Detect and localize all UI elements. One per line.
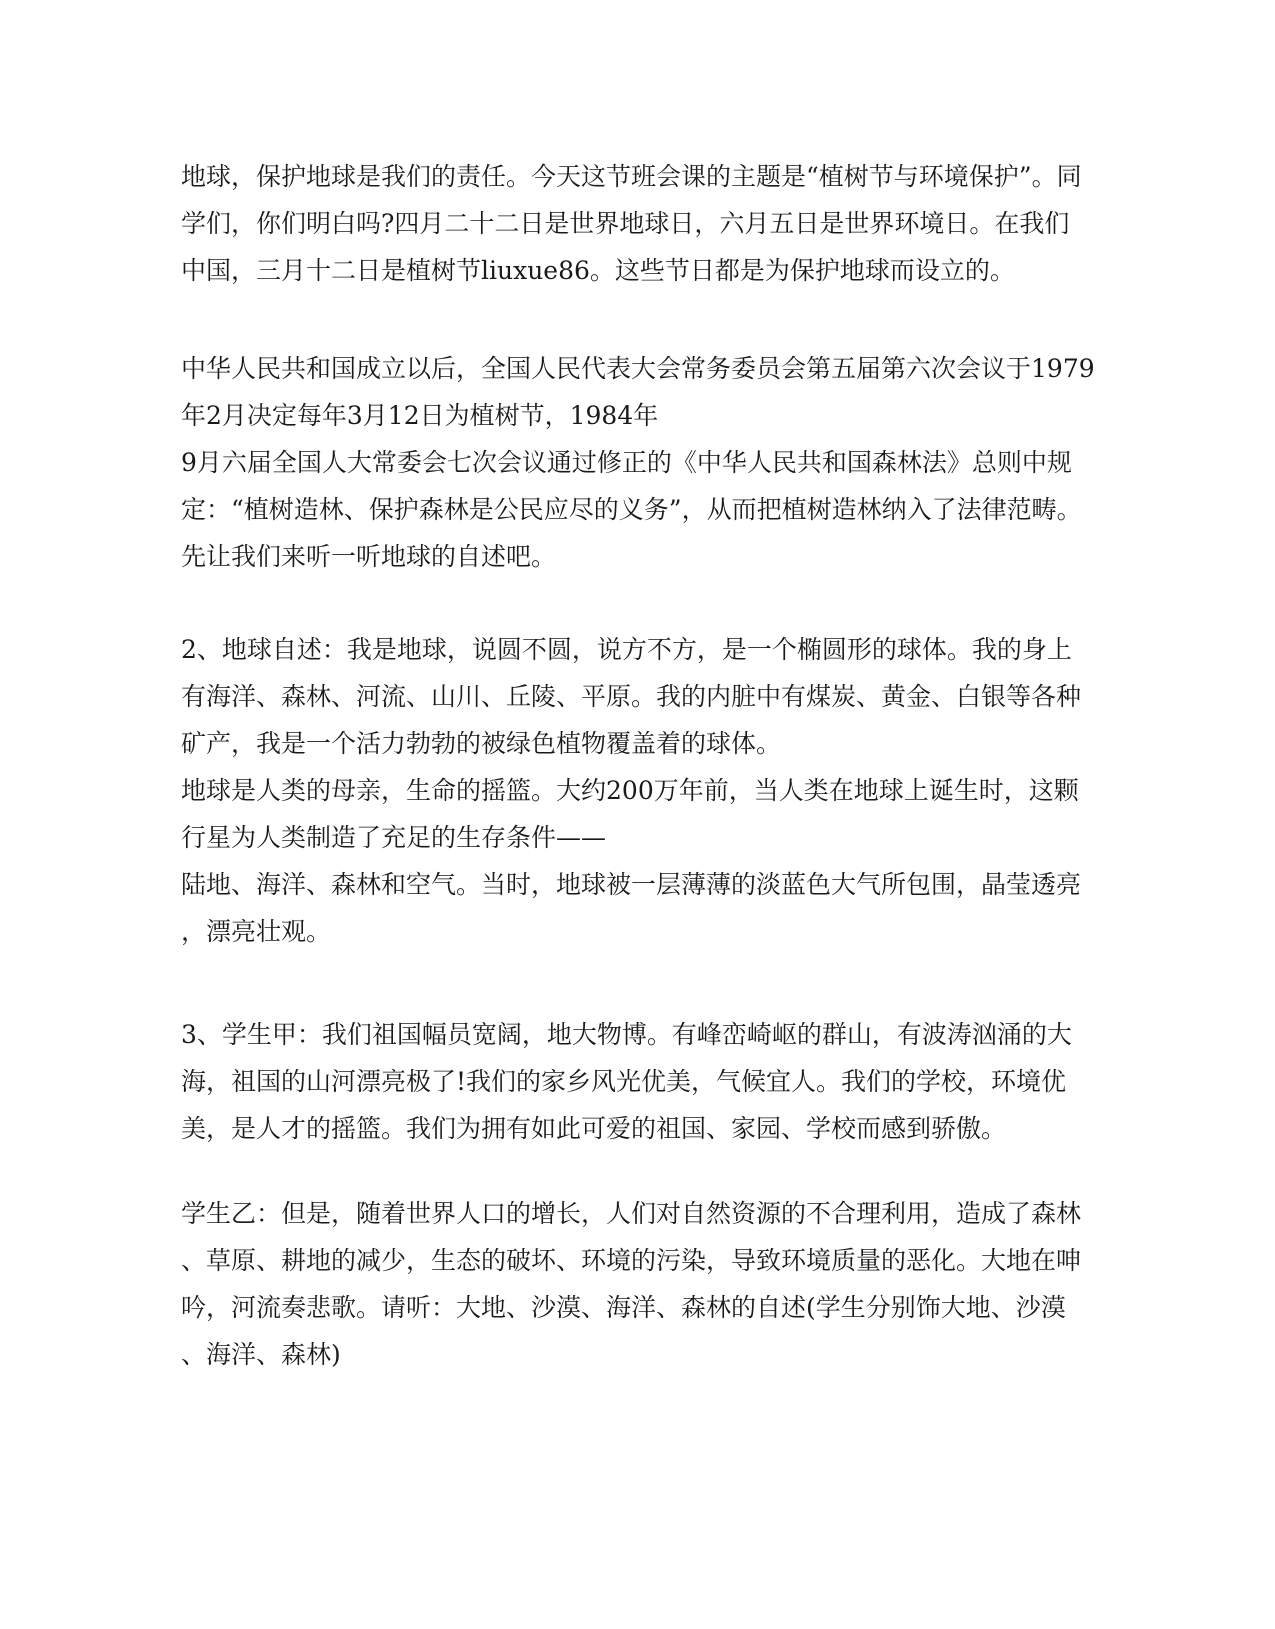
text-line: 中华人民共和国成立以后，全国人民代表大会常务委员会第五届第六次会议于1979 [181,354,1095,383]
text-line: 定：“植树造林、保护森林是公民应尽的义务”，从而把植树造林纳入了法律范畴。 [181,495,1082,524]
text-line: ，漂亮壮观。 [181,917,332,946]
text-line: 行星为人类制造了充足的生存条件—— [181,823,607,852]
text-line: 美，是人才的摇篮。我们为拥有如此可爱的祖国、家园、学校而感到骄傲。 [181,1114,1007,1143]
text-line: 地球，保护地球是我们的责任。今天这节班会课的主题是“植树节与环境保护”。同 [181,162,1082,191]
paragraph-student-b [181,1190,1081,1378]
text-line: 9月六届全国人大常委会七次会议通过修正的《中华人民共和国森林法》总则中规 [181,448,1072,477]
text-line: 中国，三月十二日是植树节liuxue86。这些节日都是为保护地球而设立的。 [181,256,1015,285]
text-line: 2、地球自述：我是地球，说圆不圆，说方不方，是一个椭圆形的球体。我的身上 [181,635,1072,664]
text-line: 3、学生甲：我们祖国幅员宽阔，地大物博。有峰峦崎岖的群山，有波涛汹涌的大 [181,1020,1072,1049]
text-line: 地球是人类的母亲，生命的摇篮。大约200万年前，当人类在地球上诞生时，这颗 [181,776,1079,805]
text-line: 陆地、海洋、森林和空气。当时，地球被一层薄薄的淡蓝色大气所包围，晶莹透亮 [181,870,1082,899]
text-line: 学们，你们明白吗?四月二十二日是世界地球日，六月五日是世界环境日。在我们 [181,209,1070,238]
text-line: 学生乙：但是，随着世界人口的增长，人们对自然资源的不合理利用，造成了森林 [181,1199,1082,1228]
paragraph-arbor-day-history [181,345,1095,580]
paragraph-student-a [181,1011,1081,1152]
text-line: 、草原、耕地的减少，生态的破坏、环境的污染，导致环境质量的恶化。大地在呻 [181,1246,1082,1275]
text-line: 矿产，我是一个活力勃勃的被绿色植物覆盖着的球体。 [181,729,782,758]
paragraph-earth-self-description [181,626,1081,955]
text-line: 先让我们来听一听地球的自述吧。 [181,542,557,571]
text-line: 海，祖国的山河漂亮极了!我们的家乡风光优美，气候宜人。我们的学校，环境优 [181,1067,1067,1096]
paragraph-earth-protection [181,153,1081,294]
text-line: 年2月决定每年3月12日为植树节，1984年 [181,401,659,430]
text-line: 、海洋、森林) [181,1340,341,1369]
text-line: 有海洋、森林、河流、山川、丘陵、平原。我的内脏中有煤炭、黄金、白银等各种 [181,682,1082,711]
text-line: 吟，河流奏悲歌。请听：大地、沙漠、海洋、森林的自述(学生分别饰大地、沙漠 [181,1293,1066,1322]
